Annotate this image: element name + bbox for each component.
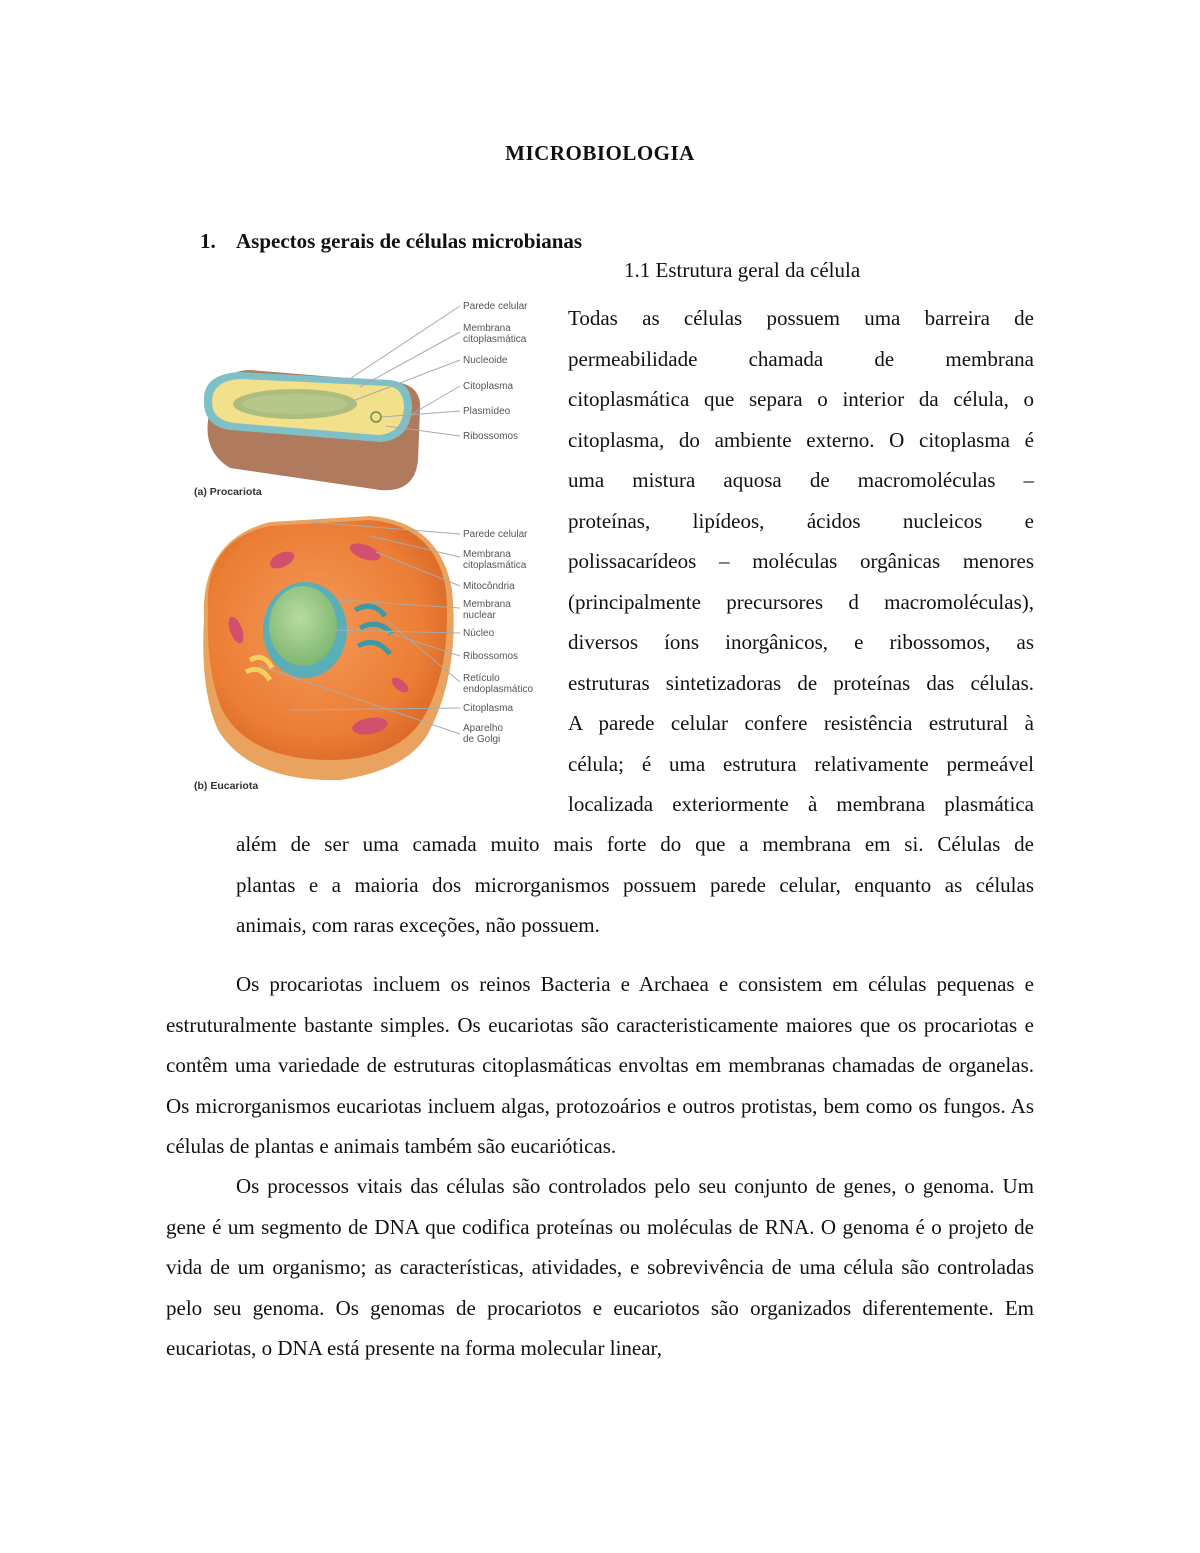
label-euk-reticulo: Retículo endoplasmático: [463, 673, 534, 695]
label-prok-ribossomos: Ribossomos: [463, 431, 519, 442]
subsection-heading: 1.1 Estrutura geral da célula: [624, 258, 861, 282]
label-euk-nucleo: Núcleo: [463, 628, 495, 639]
text-line: plantas e a maioria dos microrganismos possuem parede celular, enquanto as células: [236, 872, 1034, 897]
label-prok-membrana: Membrana citoplasmática: [463, 323, 527, 345]
label-prok-parede: Parede celular: [463, 301, 528, 312]
paragraph-continuation: [236, 824, 1034, 946]
label-prok-plasmideo: Plasmídeo: [463, 406, 511, 417]
section-heading: [200, 229, 582, 254]
label-euk-citoplasma: Citoplasma: [463, 703, 514, 714]
text-line: estruturas sintetizadoras de proteínas das células.: [568, 670, 1034, 695]
text-line: (principalmente precursores d macromoléculas),: [568, 589, 1034, 614]
label-euk-membrana-nuclear: Membrana nuclear: [463, 599, 511, 621]
caption-eukaryote: (b) Eucariota: [194, 780, 259, 792]
document-title: MICROBIOLOGIA: [505, 141, 695, 165]
label-prok-citoplasma: Citoplasma: [463, 381, 514, 392]
text-line: A parede celular confere resistência estrutural à: [568, 711, 1034, 735]
wrapped-paragraph: [568, 298, 1034, 825]
label-euk-membrana: Membrana citoplasmática: [463, 549, 527, 571]
cell-structure-figure: [190, 290, 560, 800]
eukaryote-cell: [203, 516, 460, 780]
text-line: célula; é uma estrutura relativamente permeável: [568, 751, 1034, 776]
label-euk-ribossomos: Ribossomos: [463, 651, 519, 662]
prokaryote-cell: [204, 306, 460, 490]
text-line: além de ser uma camada muito mais forte do que a membrana em si. Células de: [236, 832, 1034, 856]
cell-diagram: [190, 290, 560, 800]
text-line: citoplasma, do ambiente externo. O citoplasma é: [568, 427, 1034, 452]
caption-prokaryote: (a) Procariota: [194, 486, 262, 498]
label-euk-parede: Parede celular: [463, 529, 528, 540]
label-prok-nucleoide: Nucleoide: [463, 355, 508, 366]
text-line: animais, com raras exceções, não possuem.: [236, 913, 600, 937]
text-line: uma mistura aquosa de macromoléculas –: [568, 468, 1034, 492]
text-line: citoplasmática que separa o interior da célula, o: [568, 387, 1034, 411]
text-line: polissacarídeos – moléculas orgânicas menores: [568, 549, 1034, 573]
section-number: 1.: [200, 229, 216, 253]
text-line: localizada exteriormente à membrana plasmática: [568, 792, 1034, 816]
text-line: diversos íons inorgânicos, e ribossomos, as: [568, 630, 1034, 654]
text-line: proteínas, lipídeos, ácidos nucleicos e: [568, 508, 1034, 533]
text-line: permeabilidade chamada de membrana: [568, 346, 1034, 371]
label-euk-golgi: Aparelho de Golgi: [463, 723, 504, 745]
paragraph-procariotas: Os procariotas incluem os reinos Bacteria e Archaea e consistem em células pequenas e estruturalmente bastante simples. Os eucariotas são caracteristicamente maiores que os procariotas e contêm uma variedade de estruturas citoplasmáticas envoltas em membranas chamadas de organelas. Os microrganismos eucariotas incluem algas, protozoários e outros protistas, bem como os fungos. As células de plantas e animais também são eucarióticas.: [166, 972, 1034, 1158]
label-euk-mitocondria: Mitocôndria: [463, 581, 515, 592]
paragraph-genoma: Os processos vitais das células são controlados pelo seu conjunto de genes, o genoma. Um gene é um segmento de DNA que codifica proteínas ou moléculas de RNA. O genoma é o projeto de vida de um organismo; as características, atividades, e sobrevivência de uma célula são controladas pelo seu genoma. Os genomas de procariotos e eucariotos são organizados diferentemente. Em eucariotas, o DNA está presente na forma molecular linear,: [166, 1174, 1034, 1360]
text-line: Todas as células possuem uma barreira de: [568, 306, 1034, 330]
section-title: Aspectos gerais de células microbianas: [236, 229, 583, 253]
